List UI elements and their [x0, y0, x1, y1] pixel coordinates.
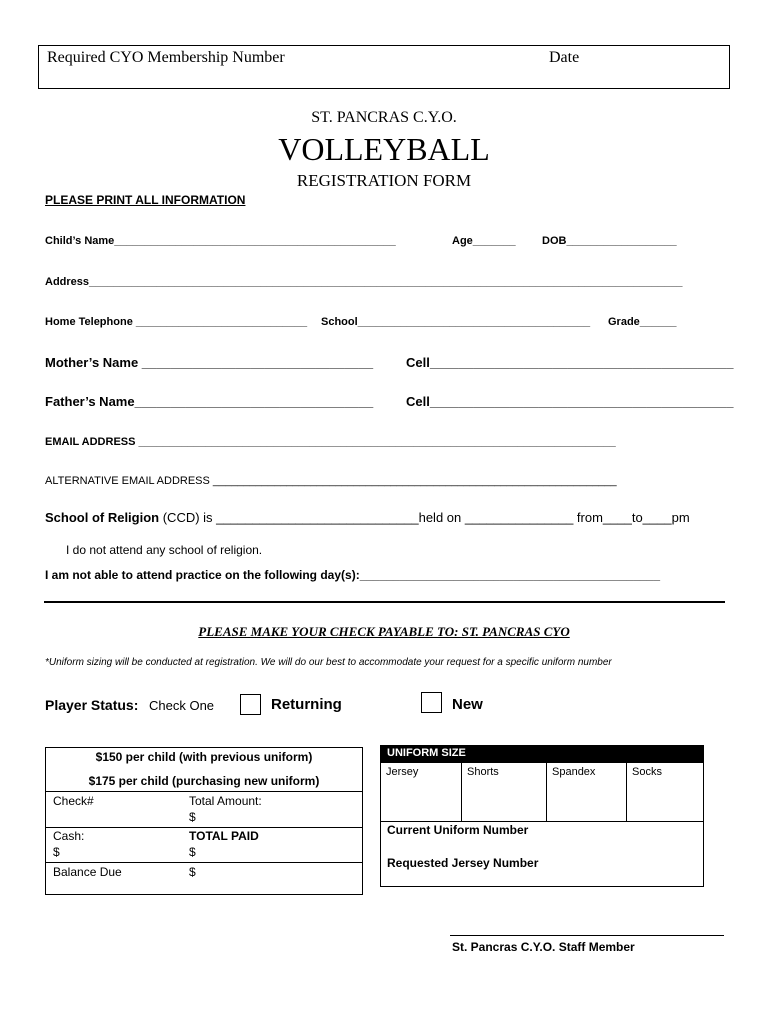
returning-label: Returning	[271, 696, 342, 713]
total-paid-dollar[interactable]: $	[189, 845, 196, 859]
total-paid-label: TOTAL PAID	[189, 829, 259, 843]
spandex-column[interactable]: Spandex	[552, 766, 596, 778]
requested-jersey-number[interactable]: Requested Jersey Number	[387, 856, 539, 870]
payment-row-divider	[46, 862, 362, 863]
father-cell-field[interactable]: Cell__________________________________________	[406, 394, 734, 409]
dob-field[interactable]: DOB__________________	[542, 235, 677, 247]
new-checkbox[interactable]	[421, 692, 442, 713]
org-title: ST. PANCRAS C.Y.O.	[311, 109, 457, 126]
email-field[interactable]: EMAIL ADDRESS ______________________________________________________________________________	[45, 436, 616, 448]
child-name-field[interactable]: Child’s Name______________________________________________	[45, 235, 396, 247]
no-religion-text: I do not attend any school of religion.	[66, 543, 263, 557]
total-amount-label: Total Amount:	[189, 794, 262, 808]
school-field[interactable]: School______________________________________	[321, 316, 591, 328]
home-telephone-field[interactable]: Home Telephone ____________________________	[45, 316, 308, 328]
address-field[interactable]: Address_________________________________________________________________________________________________	[45, 276, 683, 288]
returning-checkbox[interactable]	[240, 694, 261, 715]
religion-line	[45, 510, 690, 525]
date-label: Date	[549, 49, 580, 66]
new-label: New	[452, 696, 483, 713]
check-label: Check#	[53, 794, 94, 808]
payment-table	[45, 747, 363, 895]
total-amount-dollar[interactable]: $	[189, 810, 196, 824]
uniform-size-header	[381, 746, 703, 763]
socks-column[interactable]: Socks	[632, 766, 662, 778]
column-divider	[546, 763, 547, 821]
mother-name-field[interactable]: Mother’s Name ________________________________	[45, 355, 374, 370]
membership-date-box	[38, 45, 730, 89]
price-new: $175 per child (purchasing new uniform)	[88, 774, 320, 788]
uniform-size-header-label: UNIFORM SIZE	[387, 747, 466, 759]
jersey-column[interactable]: Jersey	[386, 766, 419, 778]
current-uniform-number[interactable]: Current Uniform Number	[387, 823, 529, 837]
age-field[interactable]: Age_______	[452, 235, 516, 247]
check-one-label: Check One	[149, 698, 215, 713]
grade-field[interactable]: Grade______	[608, 316, 677, 328]
column-divider	[626, 763, 627, 821]
cash-dollar[interactable]: $	[53, 845, 60, 859]
mother-cell-field[interactable]: Cell__________________________________________	[406, 355, 734, 370]
payable-notice: PLEASE MAKE YOUR CHECK PAYABLE TO: ST. PANCRAS CYO	[198, 624, 570, 639]
uniform-note: *Uniform sizing will be conducted at registration. We will do our best to accommodate your request for a specific uniform number	[45, 657, 612, 668]
not-able-field[interactable]: I am not able to attend practice on the following day(s):_____________________________________________	[45, 568, 661, 582]
uniform-size-table	[380, 745, 704, 887]
balance-due-dollar[interactable]: $	[189, 865, 196, 879]
payment-row-divider	[46, 827, 362, 828]
staff-signature-line[interactable]	[450, 935, 724, 936]
column-divider	[461, 763, 462, 821]
print-instruction: PLEASE PRINT ALL INFORMATION	[45, 193, 246, 207]
price-previous: $150 per child (with previous uniform)	[95, 750, 313, 764]
father-name-field[interactable]: Father’s Name_________________________________	[45, 394, 374, 409]
section-divider	[44, 601, 725, 603]
alt-email-field[interactable]: ALTERNATIVE EMAIL ADDRESS __________________________________________________________________	[45, 475, 617, 487]
payment-row-divider	[46, 791, 362, 792]
religion-label: School of Religion	[45, 510, 160, 525]
staff-member-label: St. Pancras C.Y.O. Staff Member	[452, 940, 635, 954]
uniform-row-divider	[381, 821, 703, 822]
sport-title: VOLLEYBALL	[278, 131, 490, 167]
balance-due-label: Balance Due	[53, 865, 122, 879]
player-status-label: Player Status:	[45, 697, 139, 713]
form-title: REGISTRATION FORM	[296, 171, 472, 190]
religion-field[interactable]: (CCD) is ____________________________held on _______________ from____to____pm	[159, 510, 690, 525]
shorts-column[interactable]: Shorts	[467, 766, 499, 778]
membership-number-label: Required CYO Membership Number	[47, 49, 285, 66]
cash-label: Cash:	[53, 829, 85, 843]
